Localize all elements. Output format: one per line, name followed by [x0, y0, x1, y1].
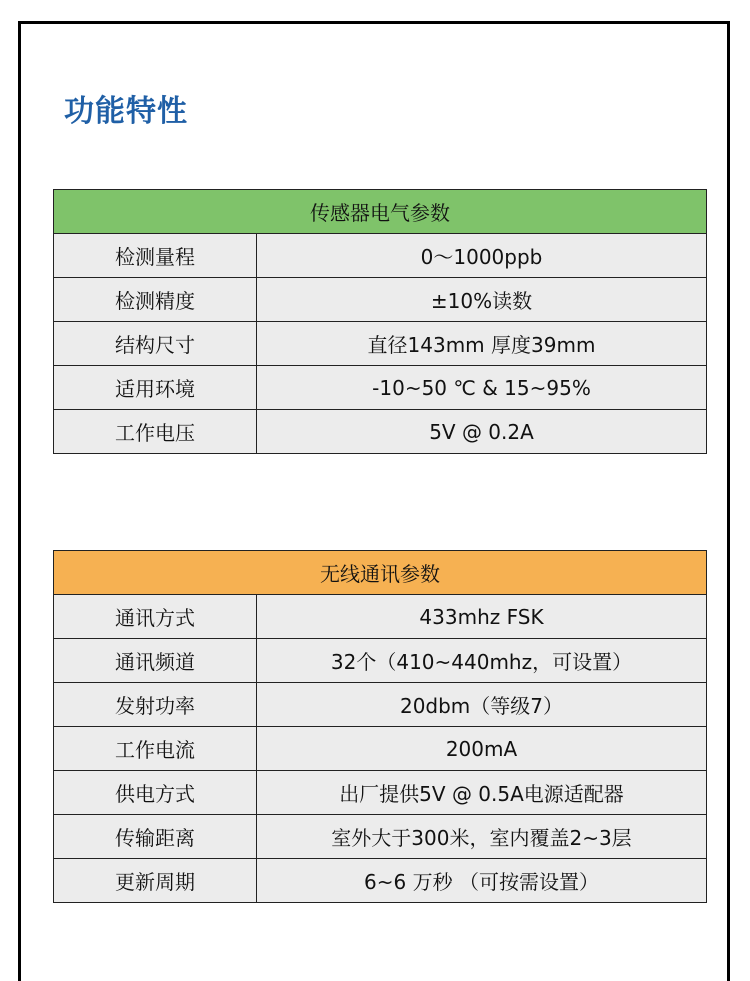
table-row: [54, 595, 707, 639]
param-value: 6~6 万秒 （可按需设置）: [257, 859, 707, 903]
param-name: 通讯方式: [54, 595, 257, 639]
page-title: 功能特性: [64, 94, 188, 129]
table-row: [54, 639, 707, 683]
wireless-table-header: 无线通讯参数: [54, 551, 707, 595]
param-name: 检测量程: [54, 234, 257, 278]
table-row: [54, 771, 707, 815]
param-value: 200mA: [257, 727, 707, 771]
table-header-row: [54, 190, 707, 234]
table-row: [54, 278, 707, 322]
param-value: 5V @ 0.2A: [257, 410, 707, 454]
param-name: 通讯频道: [54, 639, 257, 683]
sensor-table-header: 传感器电气参数: [54, 190, 707, 234]
sensor-params-table: [53, 189, 707, 454]
param-value: 直径143mm 厚度39mm: [257, 322, 707, 366]
wireless-params-table: [53, 550, 707, 903]
param-value: 出厂提供5V @ 0.5A电源适配器: [257, 771, 707, 815]
table-row: [54, 683, 707, 727]
param-name: 适用环境: [54, 366, 257, 410]
table-row: [54, 322, 707, 366]
param-value: ±10%读数: [257, 278, 707, 322]
table-row: [54, 727, 707, 771]
table-row: [54, 234, 707, 278]
param-name: 发射功率: [54, 683, 257, 727]
table-header-row: [54, 551, 707, 595]
param-name: 工作电流: [54, 727, 257, 771]
table-row: [54, 815, 707, 859]
param-name: 传输距离: [54, 815, 257, 859]
param-value: 433mhz FSK: [257, 595, 707, 639]
param-value: 0～1000ppb: [257, 234, 707, 278]
param-name: 结构尺寸: [54, 322, 257, 366]
param-value: 20dbm（等级7）: [257, 683, 707, 727]
param-value: 32个（410~440mhz，可设置）: [257, 639, 707, 683]
param-name: 检测精度: [54, 278, 257, 322]
param-name: 更新周期: [54, 859, 257, 903]
param-name: 工作电压: [54, 410, 257, 454]
table-row: [54, 366, 707, 410]
table-row: [54, 410, 707, 454]
param-name: 供电方式: [54, 771, 257, 815]
param-value: -10~50 ℃ & 15~95%: [257, 366, 707, 410]
table-row: [54, 859, 707, 903]
param-value: 室外大于300米，室内覆盖2~3层: [257, 815, 707, 859]
